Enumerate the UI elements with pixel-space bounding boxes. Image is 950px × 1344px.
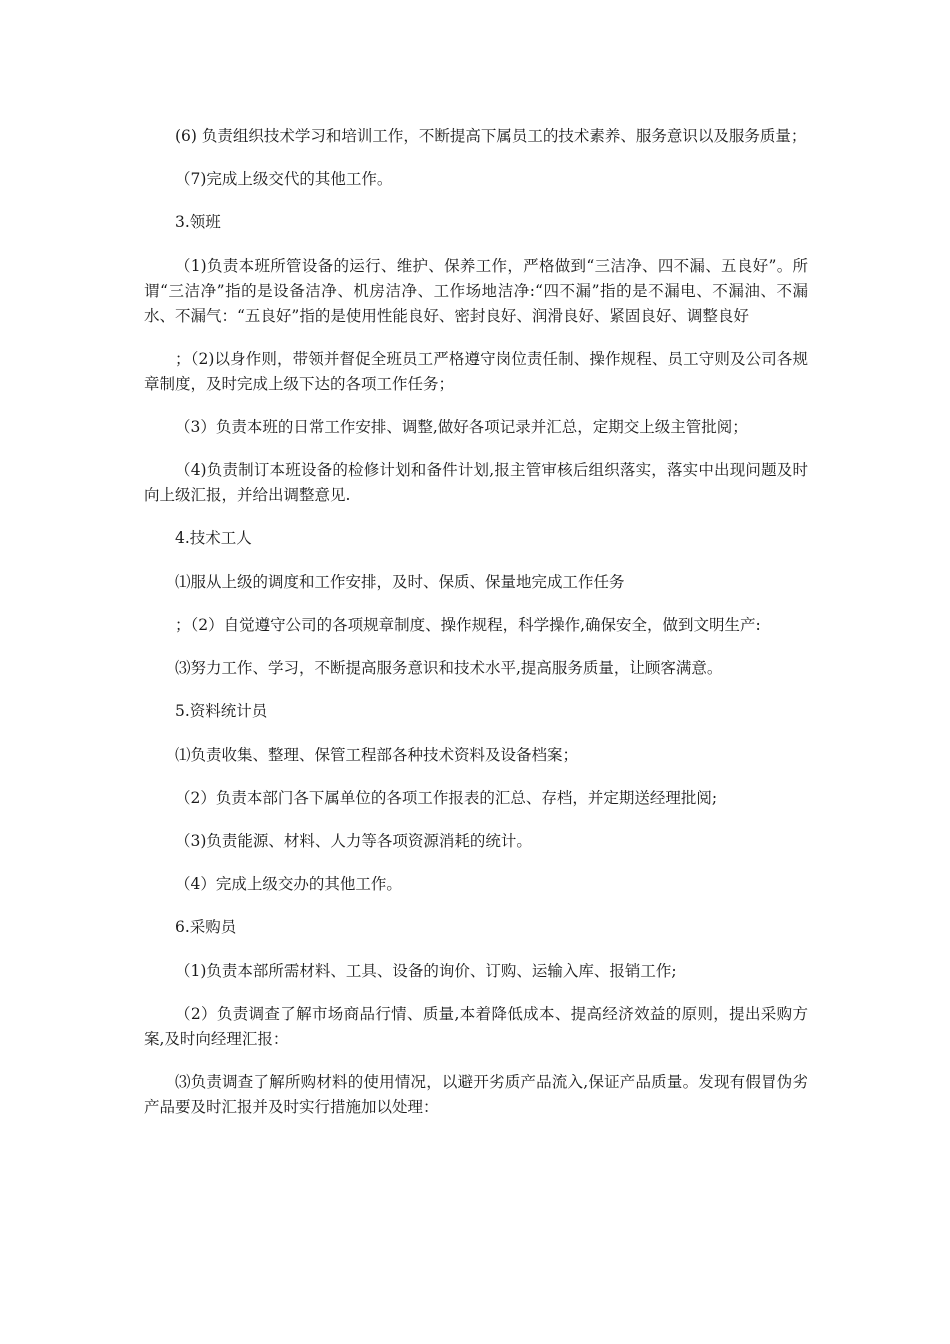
paragraph-clerk-3: （3)负责能源、材料、人力等各项资源消耗的统计。: [175, 832, 532, 850]
section-heading-buyer: 6.采购员: [175, 918, 237, 936]
section-heading-data-clerk: 5.资料统计员: [175, 702, 268, 720]
paragraph-clerk-2: （2）负责本部门各下属单位的各项工作报表的汇总、存档，并定期送经理批阅;: [175, 789, 718, 807]
paragraph-buyer-3: ⑶负责调查了解所购材料的使用情况，以避开劣质产品流入,保证产品质量。发现有假冒伪劣产品要及时汇报并及时实行措施加以处理：: [144, 1073, 808, 1116]
paragraph-technician-2: ；（2）自觉遵守公司的各项规章制度、操作规程，科学操作,确保安全，做到文明生产:: [175, 616, 761, 634]
paragraph-item-6-training: (6) 负责组织技术学习和培训工作，不断提高下属员工的技术素养、服务意识以及服务质量；: [175, 127, 807, 145]
document-page: [144, 124, 808, 1138]
section-heading-foreman: 3.领班: [175, 213, 221, 231]
section-heading-technician: 4.技术工人: [175, 529, 252, 547]
paragraph-clerk-1: ⑴负责收集、整理、保管工程部各种技术资料及设备档案；: [175, 746, 579, 764]
paragraph-buyer-2: （2）负责调查了解市场商品行情、质量,本着降低成本、提高经济效益的原则，提出采购方案,及时向经理汇报：: [144, 1005, 808, 1048]
paragraph-foreman-4: （4)负责制订本班设备的检修计划和备件计划,报主管审核后组织落实，落实中出现问题及时向上级汇报，并给出调整意见.: [144, 461, 808, 504]
paragraph-clerk-4: （4）完成上级交办的其他工作。: [175, 875, 402, 893]
paragraph-technician-3: ⑶努力工作、学习，不断提高服务意识和技术水平,提高服务质量，让顾客满意。: [175, 659, 723, 677]
paragraph-foreman-1: （1)负责本班所管设备的运行、维护、保养工作，严格做到“三洁净、四不漏、五良好”。所谓“三洁净”指的是设备洁净、机房洁净、工作场地洁净:“四不漏”指的是不漏电、不漏油、不漏水、不漏气：“五良好”指的是使用性能良好、密封良好、润滑良好、紧固良好、调整良好: [144, 257, 808, 325]
paragraph-foreman-2: ；（2)以身作则，带领并督促全班员工严格遵守岗位责任制、操作规程、员工守则及公司各规章制度，及时完成上级下达的各项工作任务；: [144, 350, 808, 393]
paragraph-technician-1: ⑴服从上级的调度和工作安排，及时、保质、保量地完成工作任务: [175, 573, 625, 591]
paragraph-foreman-3: （3）负责本班的日常工作安排、调整,做好各项记录并汇总，定期交上级主管批阅；: [175, 418, 748, 436]
paragraph-item-7-other-work: （7)完成上级交代的其他工作。: [175, 170, 393, 188]
paragraph-buyer-1: （1)负责本部所需材料、工具、设备的询价、订购、运输入库、报销工作;: [175, 962, 677, 980]
